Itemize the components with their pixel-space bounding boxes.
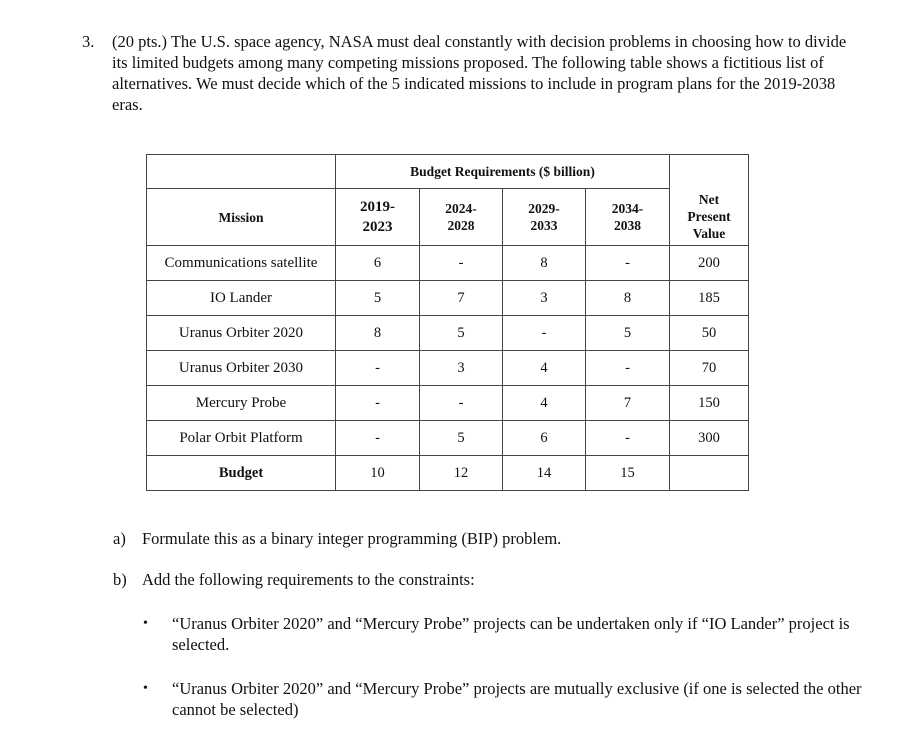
value-cell: 7 [420, 281, 503, 316]
period-header-2019-2023: 2019- 2023 [336, 189, 420, 246]
value-cell: 5 [420, 421, 503, 456]
mission-column-header: Mission [147, 189, 336, 246]
requirement-text: “Uranus Orbiter 2020” and “Mercury Probe” projects are mutually exclusive (if one is selected the other cannot be selected) [172, 679, 862, 719]
value-cell: 7 [586, 386, 670, 421]
value-cell: 5 [586, 316, 670, 351]
table-row [147, 421, 749, 456]
period-header-2034-2038: 2034- 2038 [586, 189, 670, 246]
bullet-icon: • [143, 681, 148, 696]
value-cell: 3 [420, 351, 503, 386]
budget-empty-cell [670, 456, 749, 491]
mission-name-cell: Polar Orbit Platform [147, 421, 336, 456]
npv-cell: 50 [670, 316, 749, 351]
problem-text: (20 pts.) The U.S. space agency, NASA must deal constantly with decision problems in choosing how to divide its limited budgets among many competing missions proposed. The following table shows a fictitious list of alternatives. We must decide which of the 5 indicated missions to include in program plans for the 2019-2038 eras. [112, 32, 847, 114]
value-cell: 4 [503, 386, 586, 421]
value-cell: 6 [503, 421, 586, 456]
value-cell: 3 [503, 281, 586, 316]
table-corner-cell-right [670, 155, 749, 189]
mission-name-cell: Mercury Probe [147, 386, 336, 421]
value-cell: - [586, 246, 670, 281]
value-cell: - [420, 246, 503, 281]
npv-cell: 150 [670, 386, 749, 421]
value-cell: - [503, 316, 586, 351]
value-cell: - [586, 421, 670, 456]
value-cell: - [336, 351, 420, 386]
value-cell: 5 [420, 316, 503, 351]
value-cell: 5 [336, 281, 420, 316]
mission-name-cell: Uranus Orbiter 2030 [147, 351, 336, 386]
part-a-text: Formulate this as a binary integer programming (BIP) problem. [142, 529, 562, 548]
budget-value-cell: 15 [586, 456, 670, 491]
part-a-label: a) [113, 529, 126, 548]
value-cell: - [586, 351, 670, 386]
missions-table [146, 154, 749, 491]
npv-cell: 185 [670, 281, 749, 316]
table-corner-cell [147, 155, 336, 189]
value-cell: 8 [503, 246, 586, 281]
budget-requirements-header: Budget Requirements ($ billion) [336, 155, 670, 189]
bullet-icon: • [143, 616, 148, 631]
budget-value-cell: 12 [420, 456, 503, 491]
value-cell: 6 [336, 246, 420, 281]
part-b-label: b) [113, 570, 127, 589]
table-row [147, 351, 749, 386]
value-cell: 8 [336, 316, 420, 351]
part-b-text: Add the following requirements to the constraints: [142, 570, 475, 589]
period-header-2029-2033: 2029- 2033 [503, 189, 586, 246]
table-row [147, 246, 749, 281]
table-row [147, 281, 749, 316]
value-cell: 4 [503, 351, 586, 386]
npv-cell: 300 [670, 421, 749, 456]
npv-cell: 200 [670, 246, 749, 281]
npv-cell: 70 [670, 351, 749, 386]
table-row [147, 386, 749, 421]
budget-value-cell: 14 [503, 456, 586, 491]
table-row [147, 316, 749, 351]
value-cell: 8 [586, 281, 670, 316]
budget-label-cell: Budget [147, 456, 336, 491]
requirement-text: “Uranus Orbiter 2020” and “Mercury Probe” projects can be undertaken only if “IO Lander” project is selected. [172, 614, 850, 654]
value-cell: - [336, 421, 420, 456]
mission-name-cell: Uranus Orbiter 2020 [147, 316, 336, 351]
value-cell: - [336, 386, 420, 421]
budget-row [147, 456, 749, 491]
mission-name-cell: IO Lander [147, 281, 336, 316]
problem-number: 3. [82, 32, 95, 51]
value-cell: - [420, 386, 503, 421]
mission-name-cell: Communications satellite [147, 246, 336, 281]
period-header-2024-2028: 2024- 2028 [420, 189, 503, 246]
npv-column-header: Net Present Value [670, 189, 749, 246]
budget-value-cell: 10 [336, 456, 420, 491]
